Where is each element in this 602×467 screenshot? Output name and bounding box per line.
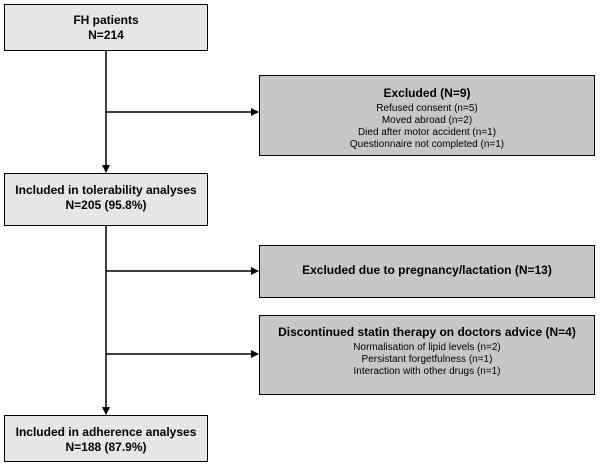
excluded-9-item: Refused consent (n=5) [376,103,478,114]
fh-count: N=214 [88,28,124,42]
adherence-title: Included in adherence analyses [15,425,197,439]
box-excluded-13 [259,245,595,298]
discontinued-item: Interaction with other drugs (n=1) [353,366,501,377]
excluded-13-title: Excluded due to pregnancy/lactation (N=13) [302,263,552,277]
excluded-9-item: Questionnaire not completed (n=1) [349,139,505,150]
box-discontinued [259,315,595,395]
excluded-9-item: Died after motor accident (n=1) [357,127,497,138]
box-adherence [4,415,208,462]
discontinued-title: Discontinued statin therapy on doctors advice (N=4) [278,325,576,339]
box-tolerability [4,173,208,226]
excluded-9-item: Moved abroad (n=2) [381,115,473,126]
tolerability-title: Included in tolerability analyses [15,183,197,197]
adherence-count: N=188 (87.9%) [65,440,147,454]
discontinued-item: Normalisation of lipid levels (n=2) [353,342,501,353]
fh-title: FH patients [73,13,139,27]
box-fh-patients [4,4,208,51]
excluded-9-title: Excluded (N=9) [383,86,471,100]
box-excluded-9 [259,75,595,156]
discontinued-item: Persistant forgetfulness (n=1) [361,354,493,365]
tolerability-count: N=205 (95.8%) [65,198,147,212]
